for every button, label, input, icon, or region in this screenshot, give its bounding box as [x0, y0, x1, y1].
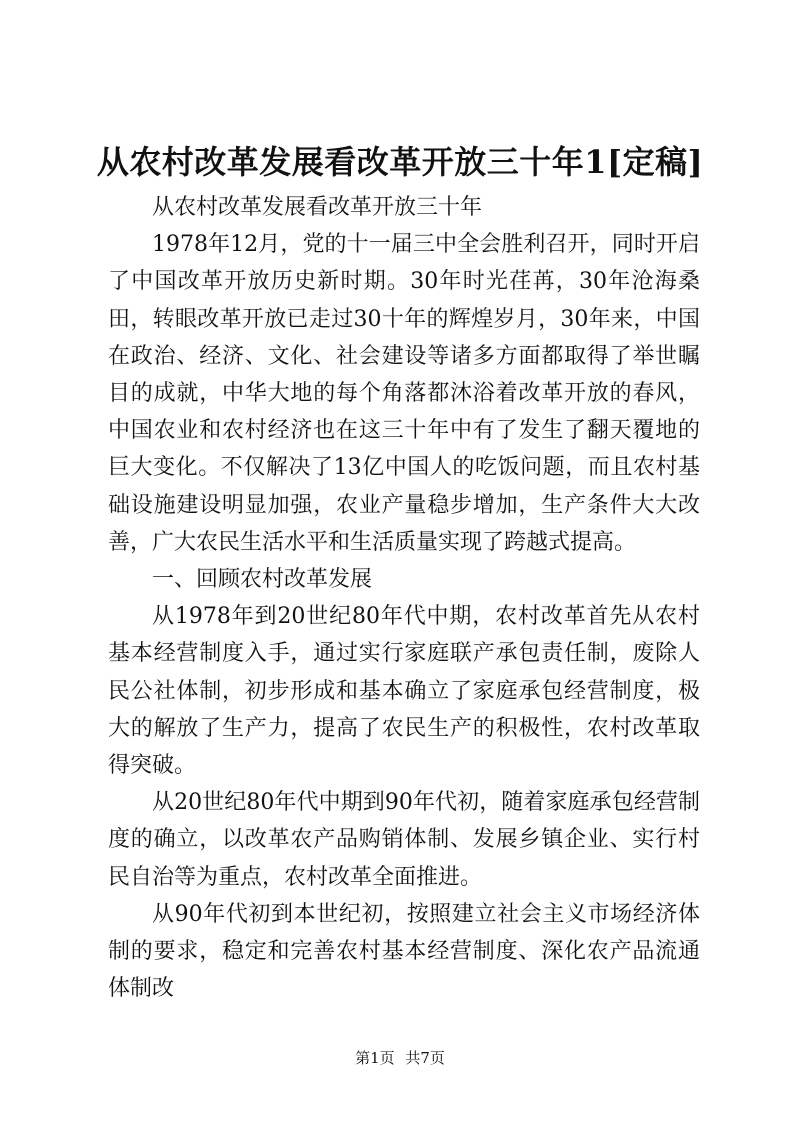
page-total: 共7页: [405, 1049, 445, 1067]
page-footer: [0, 1048, 800, 1068]
page-number: 第1页: [355, 1049, 395, 1067]
document-title: 从农村改革发展看改革开放三十年1[定稿]: [96, 143, 704, 181]
section-heading: 一、回顾农村改革发展: [152, 567, 373, 593]
document-body: [108, 189, 700, 1007]
subtitle-paragraph: 从农村改革发展看改革开放三十年: [152, 195, 483, 220]
body-paragraph: 从20世纪80年代中期到90年代初，随着家庭承包经营制度的确立，以改革农产品购销体制、发展乡镇企业、实行村民自治等为重点，农村改革全面推进。: [108, 790, 700, 890]
body-paragraph: 1978年12月，党的十一届三中全会胜利召开，同时开启了中国改革开放历史新时期。30年时光荏苒，30年沧海桑田，转眼改革开放已走过30十年的辉煌岁月，30年来，中国在政治、经济、文化、社会建设等诸多方面都取得了举世瞩目的成就，中华大地的每个角落都沐浴着改革开放的春风，中国农业和农村经济也在这三十年中有了发生了翻天覆地的巨大变化。不仅解决了13亿中国人的吃饭问题，而且农村基础设施建设明显加强，农业产量稳步增加，生产条件大大改善，广大农民生活水平和生活质量实现了跨越式提高。: [108, 232, 700, 555]
body-paragraph: 从90年代初到本世纪初，按照建立社会主义市场经济体制的要求，稳定和完善农村基本经营制度、深化农产品流通体制改: [108, 901, 700, 1002]
body-paragraph: 从1978年到20世纪80年代中期，农村改革首先从农村基本经营制度入手，通过实行家庭联产承包责任制，废除人民公社体制，初步形成和基本确立了家庭承包经营制度，极大的解放了生产力，提高了农民生产的积极性，农村改革取得突破。: [108, 604, 700, 779]
